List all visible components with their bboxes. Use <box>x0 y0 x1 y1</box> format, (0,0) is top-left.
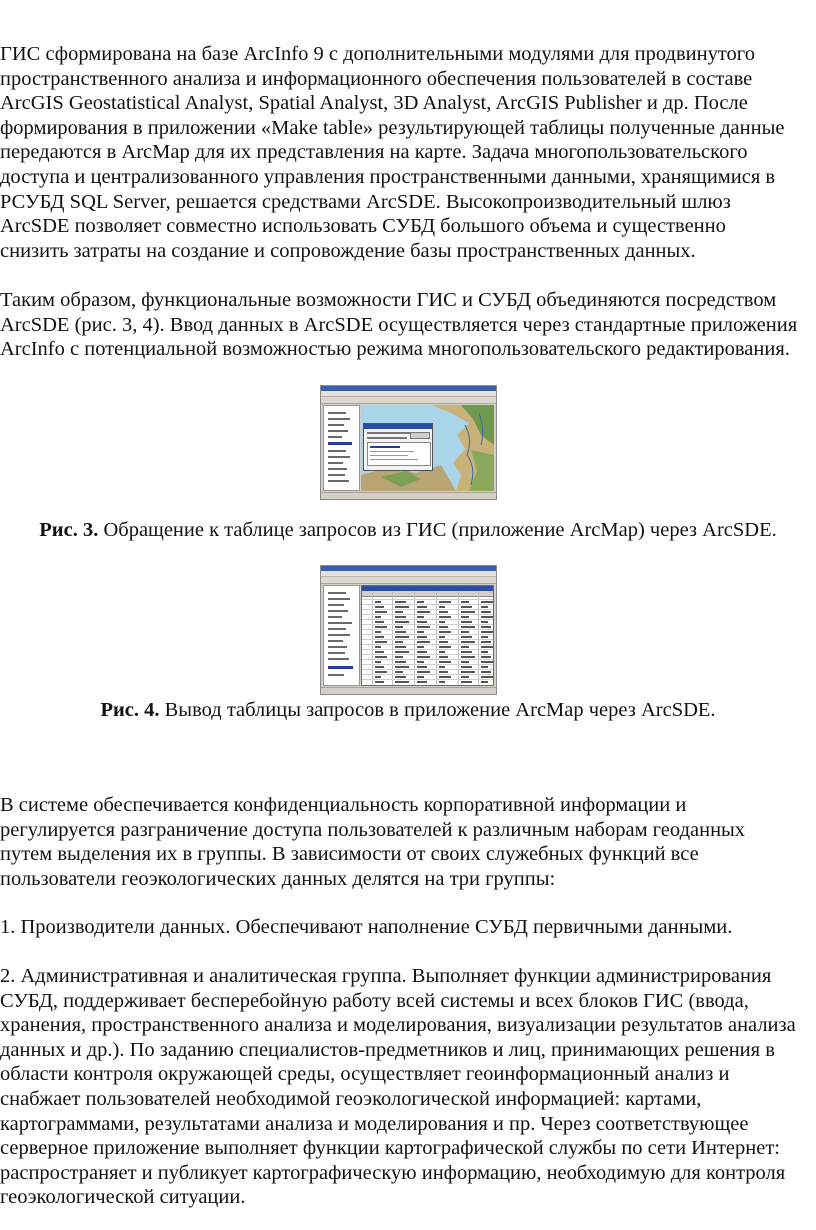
table-row-divider <box>362 649 493 650</box>
table-row-divider <box>362 599 493 600</box>
table-cell <box>375 616 381 618</box>
table-cell <box>395 611 403 613</box>
figure-3-caption <box>0 518 816 543</box>
table-row-divider <box>362 679 493 680</box>
table-cell <box>439 611 448 613</box>
table-cell <box>461 621 472 623</box>
table-cell <box>439 621 445 623</box>
table-cell <box>395 621 409 623</box>
table-row-divider <box>362 624 493 625</box>
table-cell <box>395 636 409 638</box>
table-cell <box>375 646 381 648</box>
paragraph-line: ГИС сформирована на базе ArcInfo 9 с дополнительными модулями для продвинутого <box>0 43 755 65</box>
table-cell <box>439 631 451 633</box>
table-cell <box>439 661 451 663</box>
table-cell <box>375 611 387 613</box>
table-cell <box>461 676 469 678</box>
paragraph-line: передаются в ArcMap для их представления на карте. Задача многопользовательского <box>0 141 748 164</box>
table-column-divider <box>478 591 479 685</box>
table-row-divider <box>362 634 493 635</box>
table-cell <box>375 606 384 608</box>
table-cell <box>461 636 472 638</box>
table-cell <box>417 621 427 623</box>
table-cell <box>481 676 494 678</box>
table-cell <box>439 636 445 638</box>
table-cell <box>417 611 430 613</box>
table-cell <box>481 646 494 648</box>
table-cell <box>375 641 387 643</box>
table-cell <box>481 671 491 673</box>
table-row-divider <box>362 604 493 605</box>
table-cell <box>375 601 381 603</box>
paragraph-line: формирования в приложении «Make table» результирующей таблицы полученные данные <box>0 116 785 139</box>
attribute-table <box>361 585 494 686</box>
table-cell <box>481 611 491 613</box>
paragraph-line: доступа и централизованного управления пространственными данными, хранящимися в <box>0 165 776 188</box>
query-table-dialog <box>363 423 433 471</box>
table-cell <box>439 601 451 603</box>
table-cell <box>417 676 424 678</box>
table-row-divider <box>362 609 493 610</box>
table-cell <box>461 661 469 663</box>
table-cell <box>417 646 424 648</box>
table-cell <box>439 641 448 643</box>
table-row-divider <box>362 644 493 645</box>
paragraph-line: пользователи геоэкологических данных делятся на три группы: <box>0 867 556 890</box>
table-cell <box>417 666 427 668</box>
table-row-divider <box>362 654 493 655</box>
paragraph-line: СУБД, поддерживает бесперебойную работу всей системы и всех блоков ГИС (ввода, <box>0 989 749 1012</box>
table-cell <box>439 681 445 683</box>
table-cell <box>417 626 430 628</box>
table-cell <box>395 671 403 673</box>
paragraph-line: Таким образом, функциональные возможности ГИС и СУБД объединяются посредством <box>0 289 777 311</box>
table-cell <box>461 601 469 603</box>
paragraph-line: путем выделения их в группы. В зависимости от своих служебных функций все <box>0 843 699 866</box>
table-cell <box>461 626 475 628</box>
table-row-divider <box>362 619 493 620</box>
table-cell <box>417 641 430 643</box>
paragraph-line: ArcSDE (рис. 3, 4). Ввод данных в ArcSDE осуществляется через стандартные приложения <box>0 313 798 336</box>
table-column-divider <box>372 591 373 685</box>
paragraph-line: ArcGIS Geostatistical Analyst, Spatial Analyst, 3D Analyst, ArcGIS Publisher и др. После <box>0 92 748 115</box>
table-of-contents-panel <box>323 585 360 686</box>
table-cell <box>439 676 451 678</box>
figure-4-label: Рис. 4. <box>100 699 160 721</box>
paragraph-line: ArcSDE позволяет совместно использовать СУБД большого объема и существенно <box>0 215 726 238</box>
table-cell <box>417 681 427 683</box>
table-cell <box>461 631 469 633</box>
table-cell <box>395 661 406 663</box>
table-cell <box>461 646 469 648</box>
table-cell <box>395 666 409 668</box>
table-cell <box>417 671 430 673</box>
table-cell <box>395 601 406 603</box>
figure-4-screenshot <box>320 565 497 695</box>
table-cell <box>417 631 424 633</box>
table-row-divider <box>362 639 493 640</box>
paragraph-line: пространственного анализа и информационного обеспечения пользователей в составе <box>0 67 753 90</box>
table-row-divider <box>362 674 493 675</box>
table-cell <box>439 671 448 673</box>
paragraph-line: 1. Производители данных. Обеспечивают наполнение СУБД первичными данными. <box>0 916 733 938</box>
table-cell <box>395 606 409 608</box>
table-cell <box>439 606 445 608</box>
table-cell <box>461 641 475 643</box>
paragraph-line: распространяет и публикует картографическую информацию, необходимую для контроля <box>0 1161 786 1184</box>
table-cell <box>375 666 384 668</box>
paragraph-line: снабжает пользователей необходимой геоэкологической информацией: картами, <box>0 1087 702 1110</box>
table-cell <box>395 616 406 618</box>
table-cell <box>375 631 381 633</box>
paragraph-line: В системе обеспечивается конфиденциальность корпоративной информации и <box>0 794 687 816</box>
table-cell <box>481 601 494 603</box>
table-cell <box>439 666 445 668</box>
table-cell <box>375 676 381 678</box>
paragraph-3 <box>0 793 816 891</box>
table-cell <box>481 621 488 623</box>
table-cell <box>417 636 427 638</box>
paragraph-line: данных и др.). По заданию специалистов-предметников и лиц, принимающих решения в <box>0 1038 775 1061</box>
table-of-contents-panel <box>323 405 360 491</box>
table-cell <box>439 651 445 653</box>
table-cell <box>395 656 403 658</box>
table-header <box>362 591 493 597</box>
table-cell <box>461 611 475 613</box>
paragraph-line: геоэкологической ситуации. <box>0 1186 246 1209</box>
paragraph-line: картограммами, результатами анализа и моделирования и пр. Через соответствующее <box>0 1112 749 1135</box>
paragraph-line: РСУБД SQL Server, решается средствами ArcSDE. Высокопроизводительный шлюз <box>0 190 731 213</box>
table-cell <box>417 606 427 608</box>
paragraph-1 <box>0 42 816 263</box>
figure-3-caption-text: Обращение к таблице запросов из ГИС (приложение ArcMap) через ArcSDE. <box>98 519 777 541</box>
table-cell <box>461 671 475 673</box>
figure-3-screenshot <box>320 385 497 500</box>
table-cell <box>481 651 488 653</box>
table-cell <box>481 626 491 628</box>
table-cell <box>375 626 387 628</box>
paragraph-line: области контроля окружающей среды, осуществляет геоинформационный анализ и <box>0 1063 730 1086</box>
table-cell <box>461 666 472 668</box>
paragraph-line: снизить затраты на создание и сопровождение базы пространственных данных. <box>0 239 696 262</box>
table-row-divider <box>362 669 493 670</box>
table-cell <box>375 681 384 683</box>
paragraph-line: ArcInfo с потенциальной возможностью режима многопользовательского редактирования. <box>0 338 790 361</box>
table-cell <box>417 616 424 618</box>
table-row-divider <box>362 659 493 660</box>
paragraph-line: хранения, пространственного анализа и моделирования, визуализации результатов анализа <box>0 1014 796 1037</box>
table-cell <box>375 656 387 658</box>
table-cell <box>395 626 403 628</box>
window-statusbar <box>321 687 496 694</box>
table-cell <box>375 661 381 663</box>
table-cell <box>481 641 491 643</box>
table-cell <box>395 681 409 683</box>
table-cell <box>417 661 424 663</box>
table-cell <box>481 616 494 618</box>
table-cell <box>417 601 424 603</box>
table-cell <box>395 651 409 653</box>
table-row-divider <box>362 664 493 665</box>
table-row-divider <box>362 614 493 615</box>
table-cell <box>481 636 488 638</box>
table-cell <box>439 656 448 658</box>
figure-4-caption <box>0 698 816 723</box>
table-cell <box>375 636 384 638</box>
window-toolbar <box>321 577 496 584</box>
table-cell <box>375 671 387 673</box>
table-cell <box>481 681 488 683</box>
table-cell <box>439 646 451 648</box>
paragraph-4 <box>0 915 816 940</box>
paragraph-2 <box>0 288 816 362</box>
table-column-divider <box>414 591 415 685</box>
table-cell <box>375 651 384 653</box>
table-cell <box>395 676 406 678</box>
table-cell <box>481 656 491 658</box>
table-cell <box>481 631 494 633</box>
paragraph-line: 2. Административная и аналитическая группа. Выполняет функции администрирования <box>0 965 772 987</box>
table-column-divider <box>392 591 393 685</box>
table-cell <box>461 651 472 653</box>
table-cell <box>461 606 472 608</box>
figure-3-label: Рис. 3. <box>39 519 99 541</box>
map-view <box>361 405 494 491</box>
table-cell <box>395 646 406 648</box>
table-column-divider <box>436 591 437 685</box>
table-cell <box>461 681 472 683</box>
table-row-divider <box>362 629 493 630</box>
table-cell <box>395 641 403 643</box>
paragraph-line: регулируется разграничение доступа пользователей к различным наборам геоданных <box>0 818 746 841</box>
table-cell <box>395 631 406 633</box>
table-cell <box>439 616 451 618</box>
window-toolbar <box>321 397 496 404</box>
table-cell <box>461 616 469 618</box>
table-column-divider <box>458 591 459 685</box>
table-cell <box>439 626 448 628</box>
table-cell <box>417 651 427 653</box>
table-cell <box>481 661 494 663</box>
table-cell <box>481 666 488 668</box>
figure-4-caption-text: Вывод таблицы запросов в приложение ArcMap через ArcSDE. <box>159 699 716 721</box>
paragraph-line: серверное приложение выполняет функции картографической службы по сети Интернет: <box>0 1137 780 1160</box>
paragraph-5 <box>0 964 816 1210</box>
table-cell <box>417 656 430 658</box>
table-cell <box>375 621 384 623</box>
table-cell <box>481 606 488 608</box>
table-cell <box>461 656 475 658</box>
window-statusbar <box>321 492 496 499</box>
